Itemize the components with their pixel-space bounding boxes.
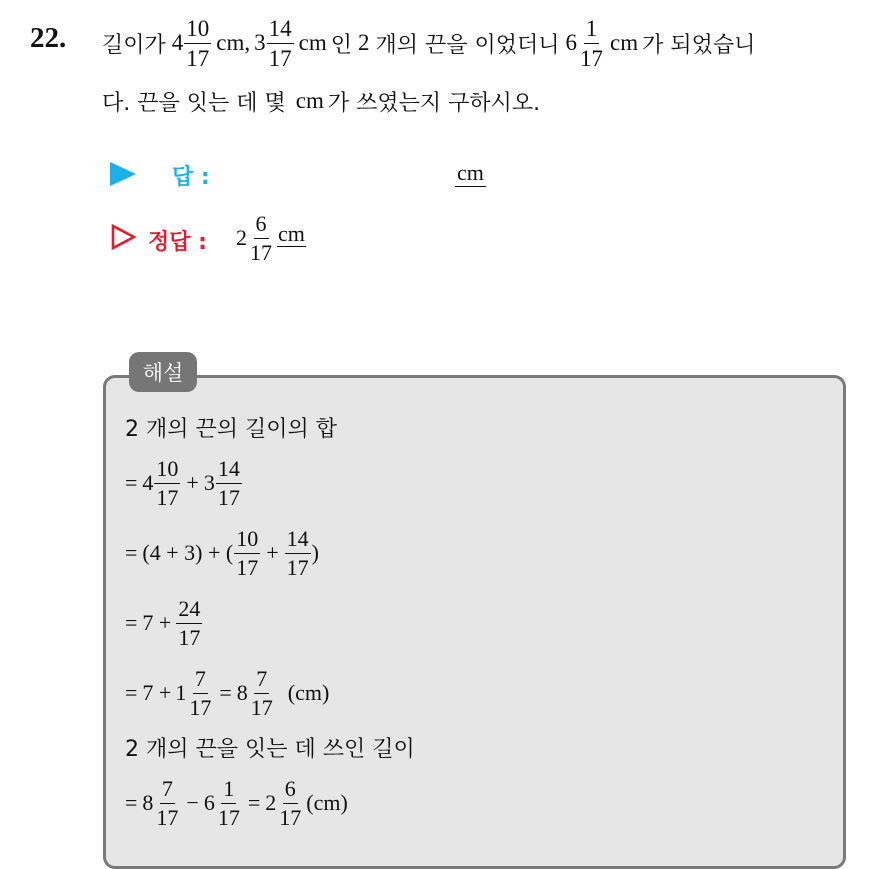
unit: cm, [216, 30, 251, 55]
fraction [267, 17, 294, 70]
numerator: 10 [234, 528, 260, 554]
mixed-whole: 6 [203, 790, 215, 815]
expression: 7 + [142, 680, 172, 705]
numerator: 10 [184, 17, 211, 44]
solution-line-7 [125, 772, 352, 834]
equals: = [125, 470, 138, 495]
equals: = [125, 790, 138, 815]
denominator: 17 [189, 694, 212, 720]
denominator: 17 [250, 694, 273, 720]
denominator: 17 [580, 45, 604, 71]
unit: cm [298, 30, 327, 55]
mixed-whole: 1 [175, 680, 187, 705]
fraction [176, 595, 202, 650]
solution-line-1 [125, 410, 337, 444]
fraction [216, 775, 242, 830]
numerator: 7 [254, 668, 269, 694]
denominator: 17 [217, 804, 240, 830]
question-text: 다. 끈을 잇는 데 몇 [102, 90, 286, 116]
fraction [249, 665, 275, 720]
numerator: 7 [160, 778, 175, 804]
answer-blank: cm [457, 160, 484, 185]
numerator: 14 [216, 458, 242, 484]
solution-line-3 [125, 522, 319, 584]
solution-line-6 [125, 730, 415, 764]
numerator: 6 [283, 778, 298, 804]
equals: = [125, 680, 138, 705]
denominator: 17 [156, 804, 179, 830]
correct-answer-value [236, 206, 306, 270]
denominator: 17 [156, 484, 179, 510]
mixed-whole: 3 [203, 470, 215, 495]
solution-text: 2 개의 끈을 잇는 데 쓰인 길이 [125, 736, 415, 762]
fraction [248, 210, 274, 265]
unit: (cm) [306, 790, 348, 815]
mixed-whole: 8 [236, 680, 248, 705]
unit: (cm) [287, 680, 330, 705]
mixed-whole: 6 [565, 30, 578, 55]
question-text: 개의 끈을 이었더니 [375, 32, 560, 58]
unit: cm [610, 30, 639, 55]
solution-text: 2 개의 끈의 길이의 합 [125, 416, 337, 442]
answer-label: 답 : [172, 165, 210, 190]
question-text: 길이가 [102, 32, 166, 58]
operator: = [219, 680, 232, 705]
operator: + [266, 540, 279, 565]
unit: cm [295, 88, 324, 113]
equals: = [125, 610, 138, 635]
solution-line-4 [125, 592, 203, 654]
numerator: 10 [154, 458, 180, 484]
expression: ) [311, 540, 319, 565]
expression: 7 + [142, 610, 172, 635]
mixed-whole: 8 [142, 790, 154, 815]
solution-line-2 [125, 452, 243, 514]
denominator: 17 [186, 45, 210, 71]
question-number: 22. [30, 22, 67, 54]
fraction [285, 525, 311, 580]
fraction [154, 455, 180, 510]
mixed-whole: 2 [265, 790, 277, 815]
play-arrow-icon [110, 162, 136, 186]
numerator: 24 [176, 598, 202, 624]
fraction [234, 525, 260, 580]
question-text: 인 [330, 32, 352, 58]
equals: = [125, 540, 138, 565]
denominator: 17 [268, 45, 292, 71]
question-line-2 [102, 82, 540, 120]
numerator: 1 [584, 17, 600, 44]
solution-line-5 [125, 662, 333, 724]
denominator: 17 [250, 239, 272, 265]
fraction [578, 17, 605, 70]
mixed-whole: 4 [142, 470, 154, 495]
operator: + [186, 470, 199, 495]
question-text: 가 되었습니 [642, 32, 756, 58]
numerator: 14 [267, 17, 294, 44]
question-text: 가 쓰였는지 구하시오. [327, 90, 541, 116]
outline-arrow-icon [110, 224, 136, 250]
denominator: 17 [236, 554, 259, 580]
expression: (4 + 3) + ( [142, 540, 234, 565]
mixed-whole: 2 [236, 225, 247, 250]
operator: = [247, 790, 261, 815]
denominator: 17 [286, 554, 309, 580]
fraction [184, 17, 211, 70]
solution-tag: 해설 [129, 352, 197, 392]
question-line-1 [102, 14, 755, 72]
fraction [154, 775, 180, 830]
count: 2 [358, 30, 370, 55]
mixed-whole: 3 [254, 30, 266, 55]
mixed-whole: 4 [171, 30, 184, 55]
numerator: 7 [193, 668, 208, 694]
fraction [277, 775, 303, 830]
numerator: 6 [254, 213, 269, 239]
denominator: 17 [178, 624, 201, 650]
unit: cm [278, 220, 305, 246]
fraction [216, 455, 242, 510]
numerator: 14 [285, 528, 311, 554]
numerator: 1 [221, 778, 236, 804]
denominator: 17 [279, 804, 302, 830]
denominator: 17 [217, 484, 240, 510]
operator: − [186, 790, 199, 815]
fraction [187, 665, 213, 720]
correct-answer-label: 정답 : [148, 230, 207, 255]
